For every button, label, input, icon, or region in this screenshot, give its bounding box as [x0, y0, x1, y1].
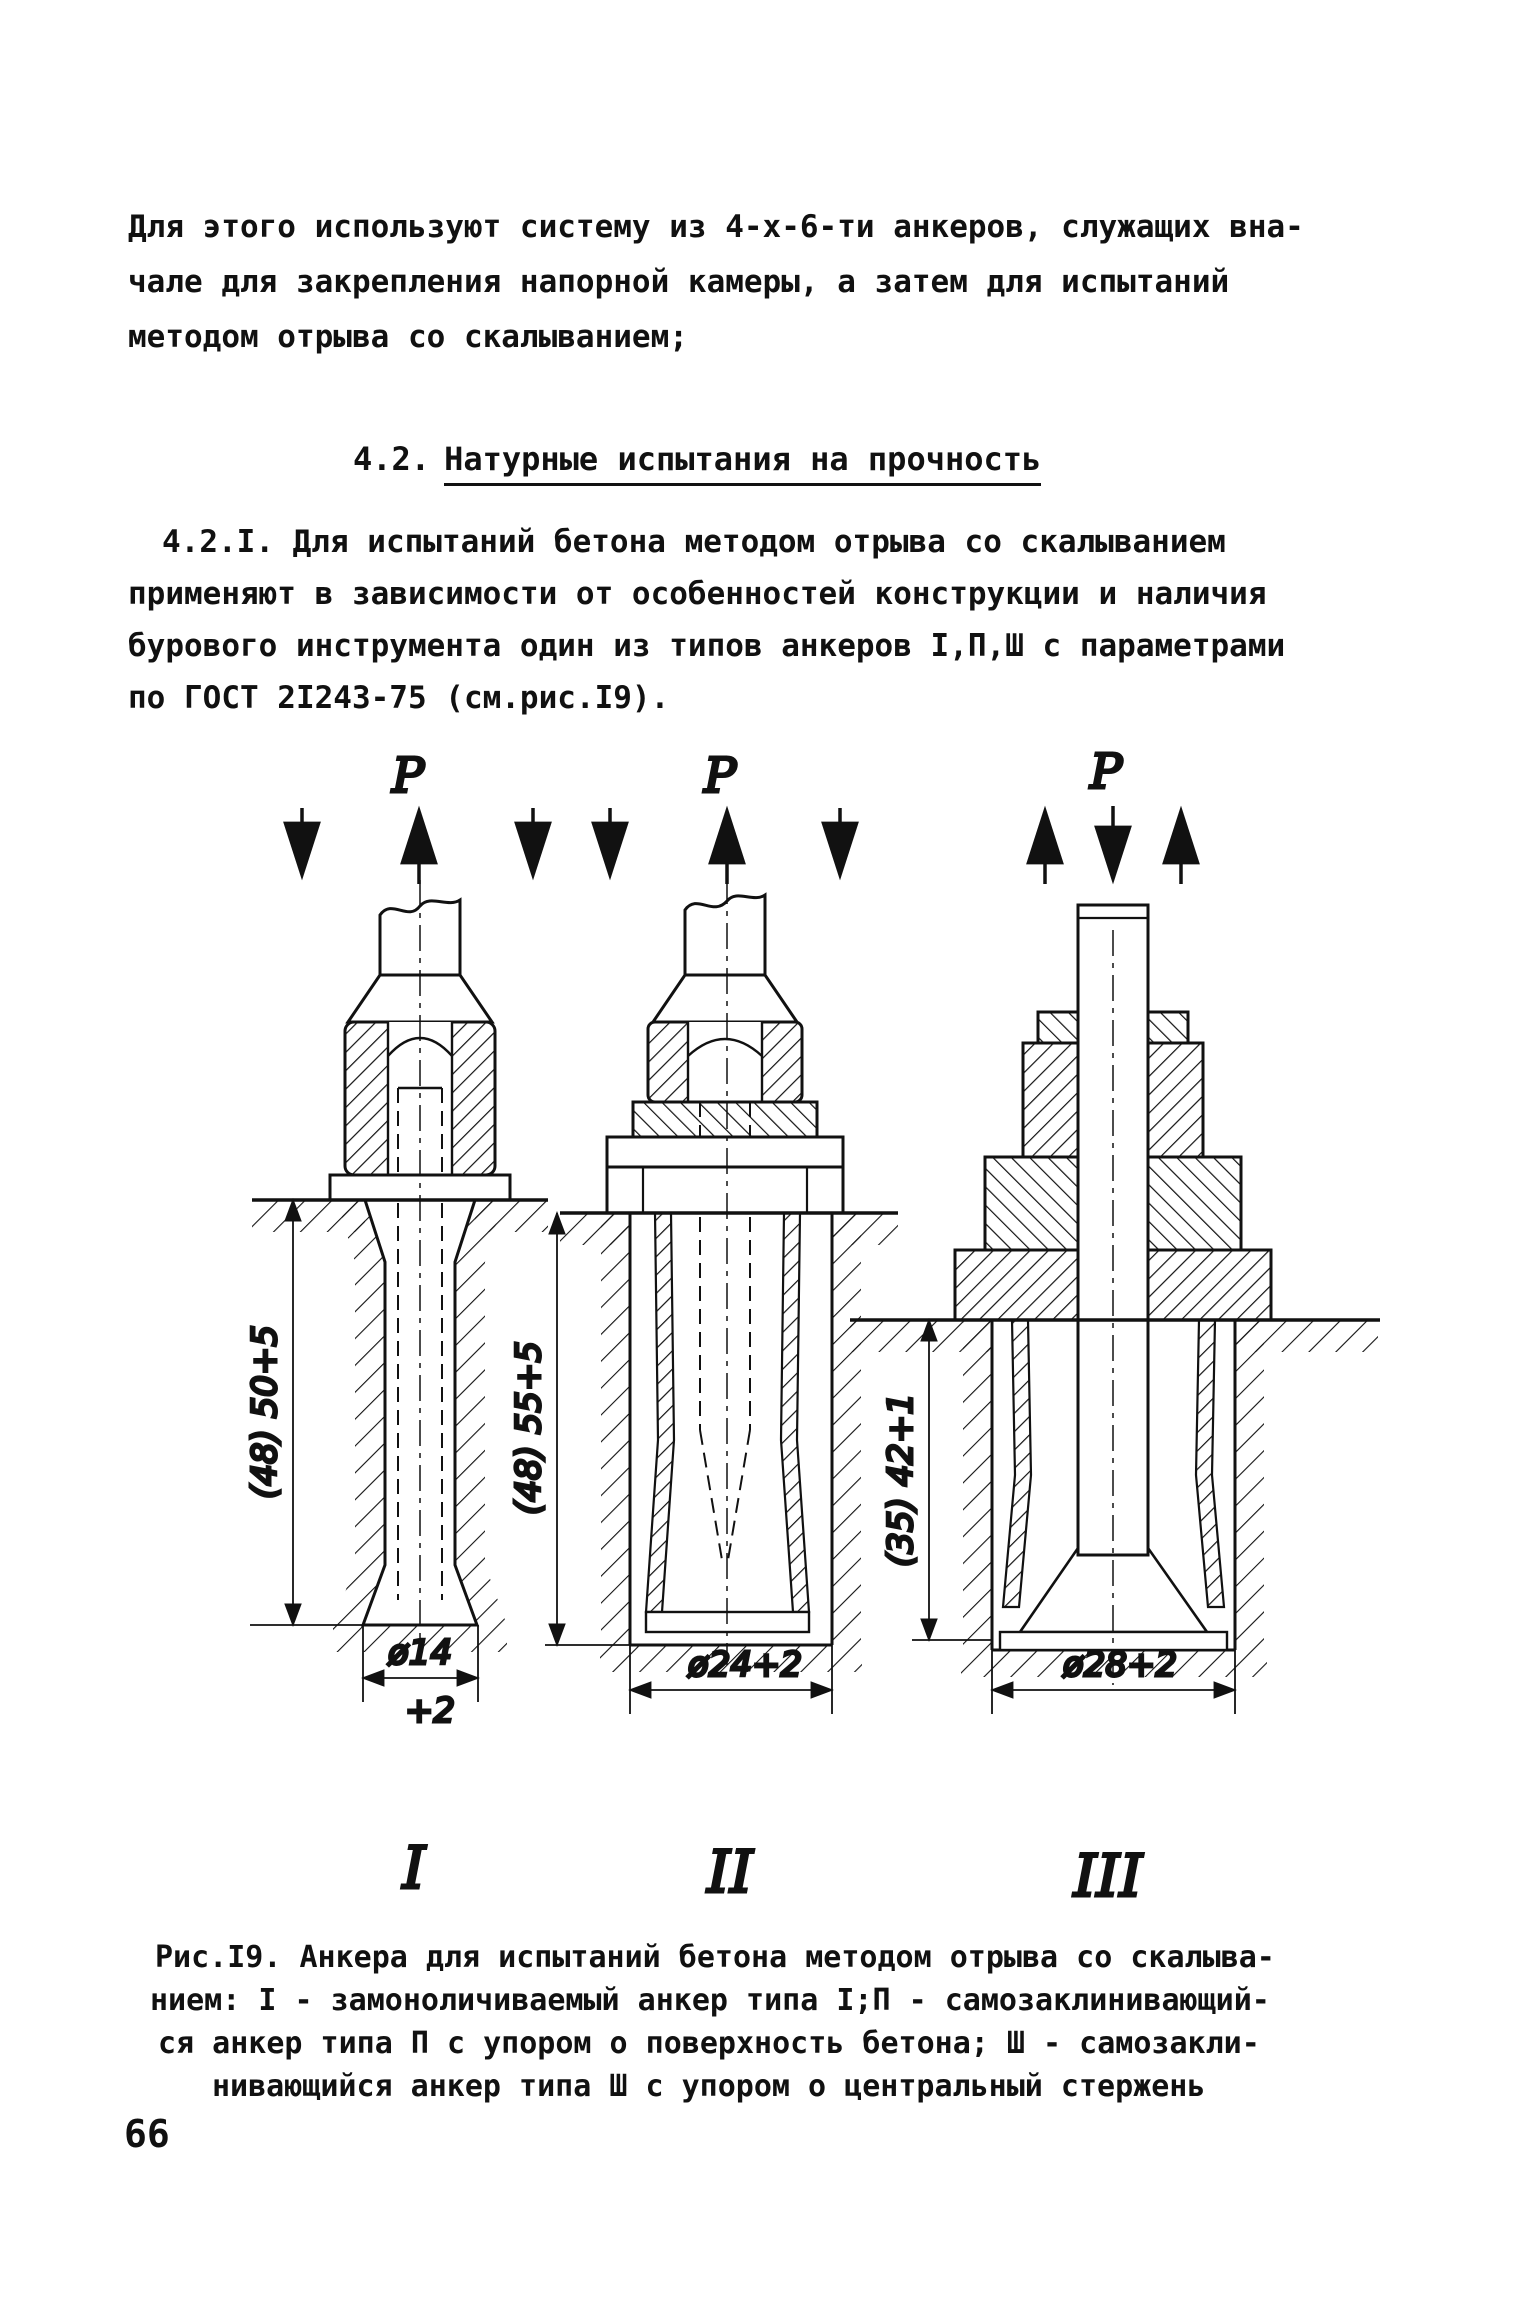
section-number: 4.2. [353, 440, 431, 478]
central-rod [1078, 905, 1148, 1555]
depth-dimension-label-2: (48) 55+5 [509, 1341, 549, 1515]
anchor-type-1-drawing [245, 748, 548, 1902]
body-line: 4.2.I. Для испытаний бетона методом отрыва со скалыванием [162, 524, 1226, 560]
force-label-3: P [1090, 744, 1123, 800]
anchor-numeral-3: III [1073, 1842, 1143, 1910]
diameter-label-3: ø28+2 [1062, 1645, 1178, 1685]
diameter-tolerance-label-1: +2 [404, 1691, 456, 1731]
figure-caption [150, 1936, 1275, 2108]
force-label-1: P [392, 748, 425, 804]
section-title: Натурные испытания на прочность [444, 440, 1041, 486]
caption-line: Рис.I9. Анкера для испытаний бетона методом отрыва со скалыва- [155, 1940, 1275, 1975]
hatched-washer [633, 1102, 817, 1137]
body-line: бурового инструмента один из типов анкеров I,П,Ш с параметрами [128, 628, 1286, 664]
intro-paragraph [128, 200, 1304, 365]
sleeve-wall [1196, 1320, 1224, 1607]
caption-line: нивающийся анкер типа Ш с упором о центральный стержень [212, 2069, 1206, 2104]
anchor-numeral-1: I [402, 1834, 426, 1902]
body-line: по ГОСТ 2I243-75 (см.рис.I9). [128, 680, 670, 716]
caption-line: ся анкер типа П с упором о поверхность бетона; Ш - самозакли- [158, 2026, 1260, 2061]
section-heading [353, 440, 1041, 478]
intro-line: Для этого используют систему из 4-х-6-ти анкеров, служащих вна- [128, 209, 1304, 245]
support-plate [607, 1137, 843, 1167]
body-line: применяют в зависимости от особенностей конструкции и наличия [128, 576, 1267, 612]
sleeve-wall [781, 1213, 809, 1612]
anchor-type-2-drawing [509, 748, 898, 1906]
intro-line: методом отрыва со скалыванием; [128, 319, 688, 355]
rod-break-line [685, 895, 765, 975]
anchor-type-3-drawing [850, 744, 1380, 1910]
caption-line: нием: I - замоноличиваемый анкер типа I;П - самозаклинивающий- [150, 1983, 1270, 2018]
sleeve-wall [646, 1213, 674, 1612]
depth-dimension-label-3: (35) 42+1 [881, 1393, 921, 1567]
diameter-label-1: ø14 [387, 1633, 453, 1673]
diameter-label-2: ø24+2 [687, 1645, 803, 1685]
body-paragraph [128, 516, 1285, 724]
anchor-numeral-2: II [707, 1838, 753, 1906]
page-number: 66 [124, 2112, 170, 2156]
figure-anchors-drawing [0, 735, 1535, 1925]
depth-dimension-label-1: (48) 50+5 [245, 1325, 285, 1499]
intro-line: чале для закрепления напорной камеры, а затем для испытаний [128, 264, 1230, 300]
force-label-2: P [704, 748, 737, 804]
sleeve-wall [1003, 1320, 1031, 1607]
